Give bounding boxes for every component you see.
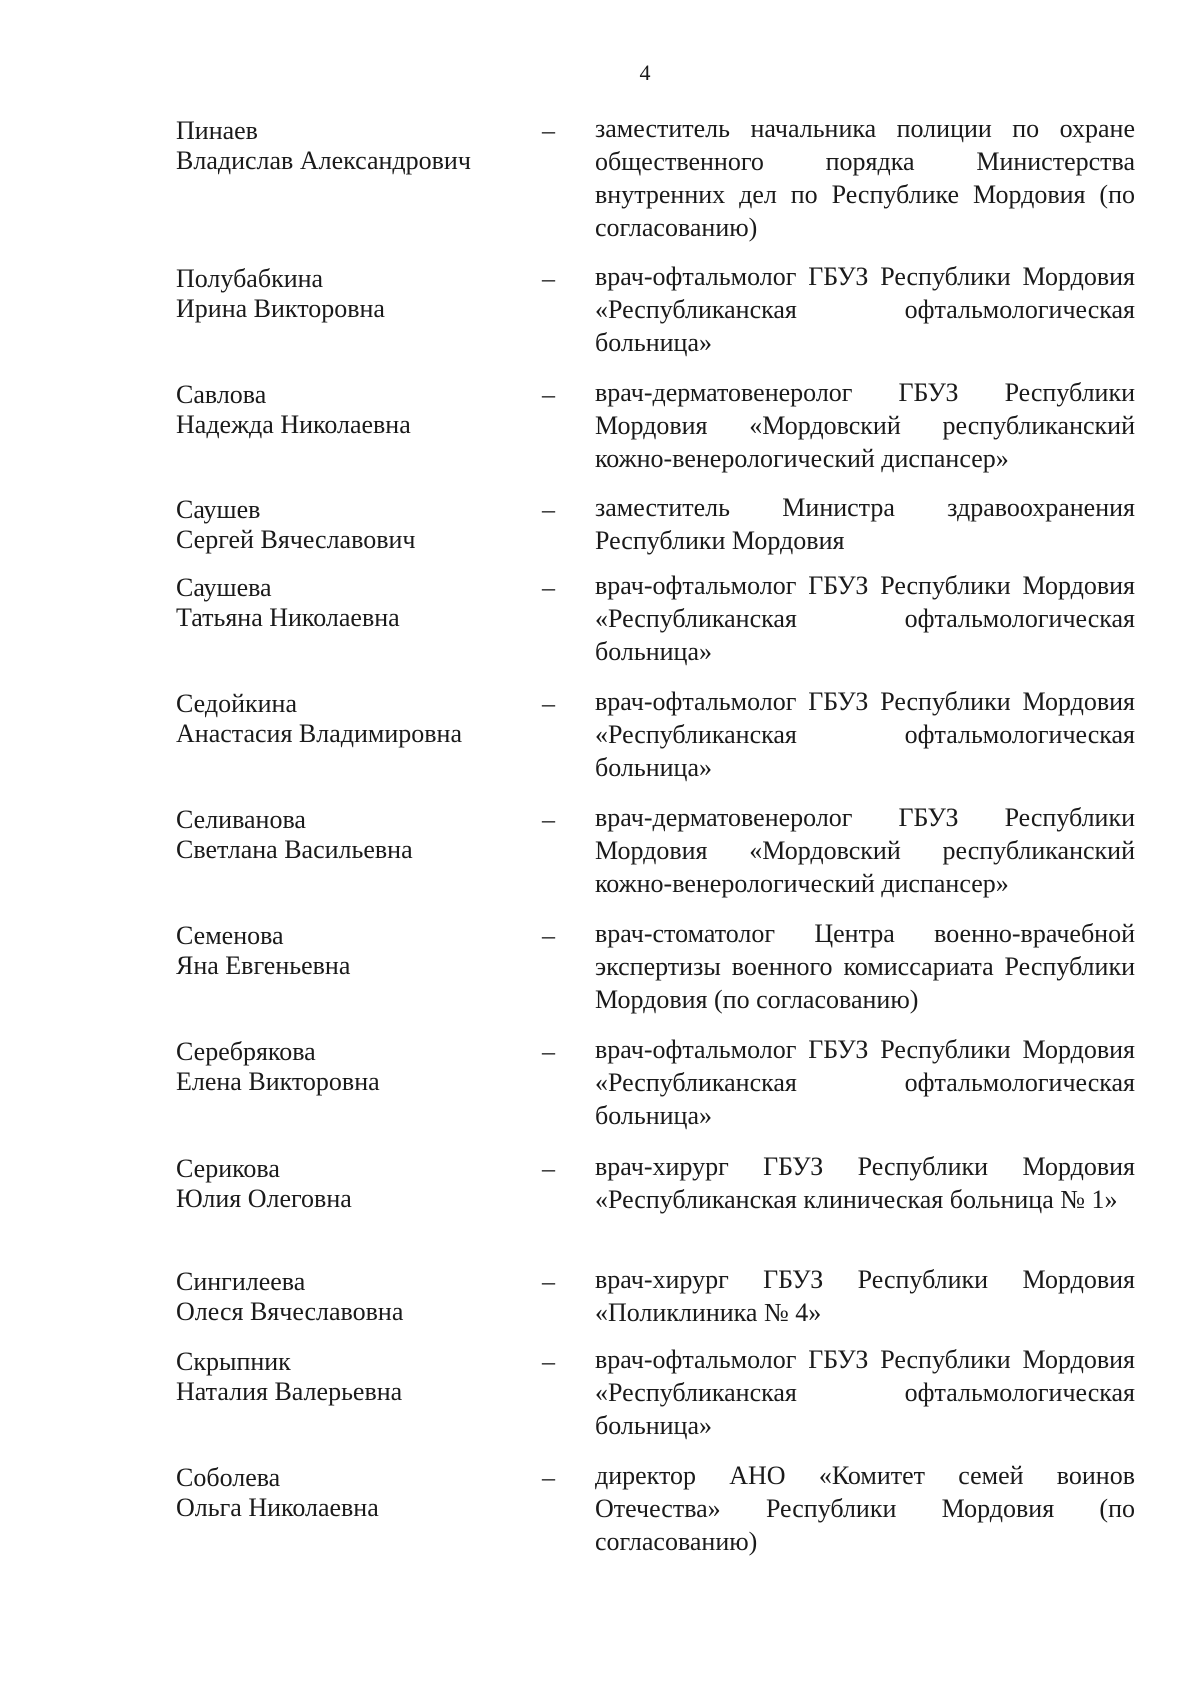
member-given-names: Светлана Васильевна	[176, 835, 413, 864]
member-position: врач-офтальмолог ГБУЗ Республики Мордовия «Республиканская офтальмологическая больница»	[595, 687, 1135, 782]
member-surname: Соболева	[176, 1463, 281, 1492]
member-given-names: Ольга Николаевна	[176, 1493, 379, 1522]
member-given-names: Яна Евгеньевна	[176, 951, 351, 980]
member-position: врач-хирург ГБУЗ Республики Мордовия «Республиканская клиническая больница № 1»	[595, 1152, 1135, 1214]
member-given-names: Татьяна Николаевна	[176, 603, 400, 632]
dash-separator: –	[542, 805, 555, 834]
member-name	[176, 689, 536, 749]
member-position: врач-офтальмолог ГБУЗ Республики Мордовия «Республиканская офтальмологическая больница»	[595, 571, 1135, 666]
dash-separator: –	[542, 1267, 555, 1296]
dash-separator: –	[542, 495, 555, 524]
member-surname: Саушев	[176, 495, 261, 524]
member-name	[176, 116, 536, 176]
member-name	[176, 1347, 536, 1407]
dash-separator: –	[542, 116, 555, 145]
member-position: врач-дерматовенеролог ГБУЗ Республики Мордовия «Мордовский республиканский кожно-венерологический диспансер»	[595, 378, 1135, 473]
page-number: 4	[639, 60, 651, 85]
member-name	[176, 1267, 536, 1327]
member-given-names: Анастасия Владимировна	[176, 719, 462, 748]
member-position: директор АНО «Комитет семей воинов Отечества» Республики Мордовия (по согласованию)	[595, 1461, 1135, 1556]
member-surname: Савлова	[176, 380, 267, 409]
member-name	[176, 805, 536, 865]
dash-separator: –	[542, 1037, 555, 1066]
member-given-names: Юлия Олеговна	[176, 1184, 352, 1213]
member-name	[176, 264, 536, 324]
member-position: заместитель Министра здравоохранения Республики Мордовия	[595, 493, 1135, 555]
member-name	[176, 380, 536, 440]
member-given-names: Сергей Вячеславович	[176, 525, 416, 554]
member-position: врач-стоматолог Центра военно-врачебной экспертизы военного комиссариата Республики Мордовия (по согласованию)	[595, 919, 1135, 1014]
member-position: врач-офтальмолог ГБУЗ Республики Мордовия «Республиканская офтальмологическая больница»	[595, 262, 1135, 357]
dash-separator: –	[542, 264, 555, 293]
member-position: врач-дерматовенеролог ГБУЗ Республики Мордовия «Мордовский республиканский кожно-венерологический диспансер»	[595, 803, 1135, 898]
member-given-names: Надежда Николаевна	[176, 410, 411, 439]
dash-separator: –	[542, 1154, 555, 1183]
member-surname: Скрыпник	[176, 1347, 291, 1376]
dash-separator: –	[542, 921, 555, 950]
member-given-names: Владислав Александрович	[176, 146, 471, 175]
member-surname: Седойкина	[176, 689, 297, 718]
member-name	[176, 921, 536, 981]
member-position: врач-офтальмолог ГБУЗ Республики Мордовия «Республиканская офтальмологическая больница»	[595, 1035, 1135, 1130]
member-position: врач-хирург ГБУЗ Республики Мордовия «Поликлиника № 4»	[595, 1265, 1135, 1327]
member-given-names: Олеся Вячеславовна	[176, 1297, 404, 1326]
member-position: врач-офтальмолог ГБУЗ Республики Мордовия «Республиканская офтальмологическая больница»	[595, 1345, 1135, 1440]
member-given-names: Елена Викторовна	[176, 1067, 380, 1096]
dash-separator: –	[542, 573, 555, 602]
dash-separator: –	[542, 1463, 555, 1492]
member-name	[176, 1463, 536, 1523]
member-given-names: Наталия Валерьевна	[176, 1377, 403, 1406]
member-surname: Серикова	[176, 1154, 280, 1183]
member-surname: Селиванова	[176, 805, 306, 834]
dash-separator: –	[542, 1347, 555, 1376]
member-surname: Семенова	[176, 921, 284, 950]
member-surname: Саушева	[176, 573, 272, 602]
member-given-names: Ирина Викторовна	[176, 294, 385, 323]
member-surname: Сингилеева	[176, 1267, 306, 1296]
member-surname: Серебрякова	[176, 1037, 316, 1066]
member-name	[176, 1154, 536, 1214]
member-surname: Полубабкина	[176, 264, 324, 293]
dash-separator: –	[542, 380, 555, 409]
member-name	[176, 495, 536, 555]
member-name	[176, 573, 536, 633]
dash-separator: –	[542, 689, 555, 718]
member-name	[176, 1037, 536, 1097]
member-position: заместитель начальника полиции по охране общественного порядка Министерства внутренних дел по Республике Мордовия (по согласованию)	[595, 114, 1135, 242]
member-surname: Пинаев	[176, 116, 258, 145]
